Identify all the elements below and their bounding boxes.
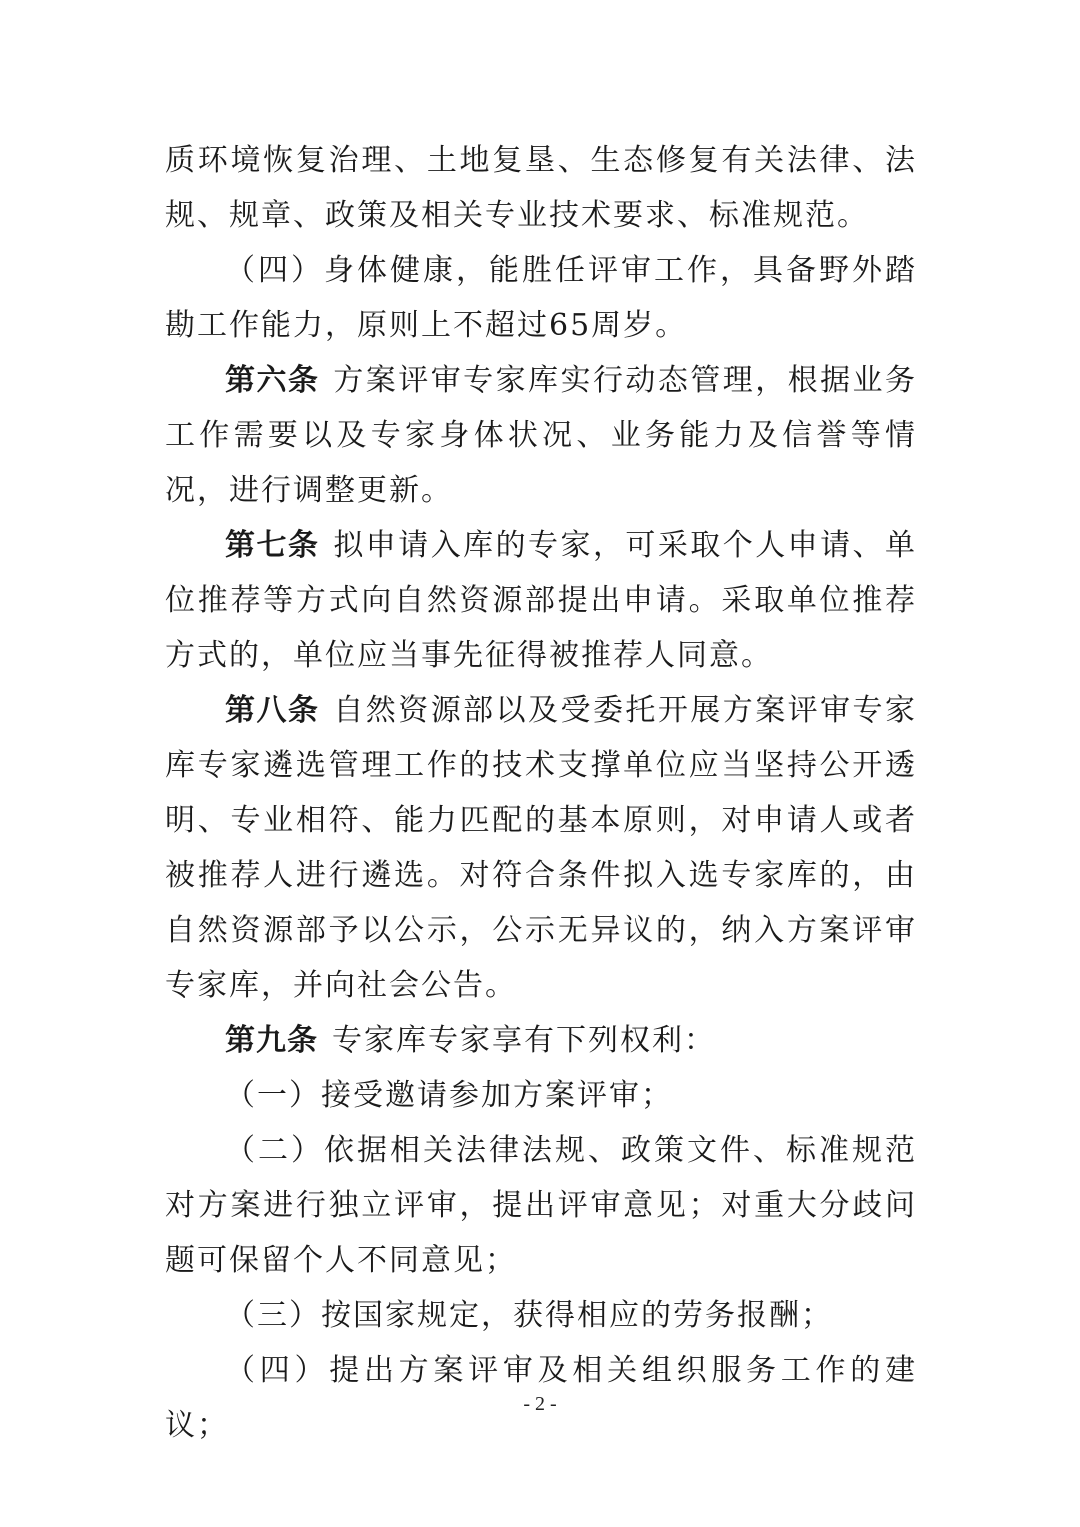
paragraph-text: 方案评审专家库实行动态管理，根据业务工作需要以及专家身体状况、业务能力及信誉等情况，进行调整更新。 (165, 363, 918, 508)
paragraph-text: 自然资源部以及受委托开展方案评审专家库专家遴选管理工作的技术支撑单位应当坚持公开透明、专业相符、能力匹配的基本原则，对申请人或者被推荐人进行遴选。对符合条件拟入选专家库的，由自然资源部予以公示，公示无异议的，纳入方案评审专家库，并向社会公告。 (165, 693, 918, 1003)
paragraph-text: 拟申请入库的专家，可采取个人申请、单位推荐等方式向自然资源部提出申请。采取单位推荐方式的，单位应当事先征得被推荐人同意。 (165, 528, 918, 673)
paragraph-text: 专家库专家享有下列权利： (332, 1023, 716, 1058)
paragraph-text: 质环境恢复治理、土地复垦、生态修复有关法律、法规、规章、政策及相关专业技术要求、标准规范。 (165, 143, 917, 233)
paragraph-text: （三）按国家规定，获得相应的劳务报酬； (225, 1298, 833, 1333)
paragraph-item-four-health (165, 243, 917, 353)
article-number: 第八条 (225, 693, 320, 728)
paragraph-text: （二）依据相关法律法规、政策文件、标准规范对方案进行独立评审，提出评审意见；对重大分歧问题可保留个人不同意见； (165, 1133, 917, 1278)
article-six (165, 353, 917, 518)
right-item-three (165, 1288, 917, 1343)
paragraph-continuation (165, 133, 917, 243)
paragraph-text: （四）提出方案评审及相关组织服务工作的建议； (165, 1353, 917, 1443)
right-item-one (165, 1068, 917, 1123)
article-nine (165, 1013, 917, 1068)
right-item-two (165, 1123, 917, 1288)
article-seven (165, 518, 917, 683)
article-number: 第九条 (225, 1023, 318, 1058)
document-body (165, 133, 917, 1453)
paragraph-text: （四）身体健康，能胜任评审工作，具备野外踏勘工作能力，原则上不超过65周岁。 (165, 253, 917, 343)
paragraph-text: （一）接受邀请参加方案评审； (225, 1078, 673, 1113)
article-number: 第七条 (225, 528, 320, 563)
article-number: 第六条 (225, 363, 320, 398)
page-number: - 2 - (523, 1393, 557, 1415)
article-eight (165, 683, 917, 1013)
